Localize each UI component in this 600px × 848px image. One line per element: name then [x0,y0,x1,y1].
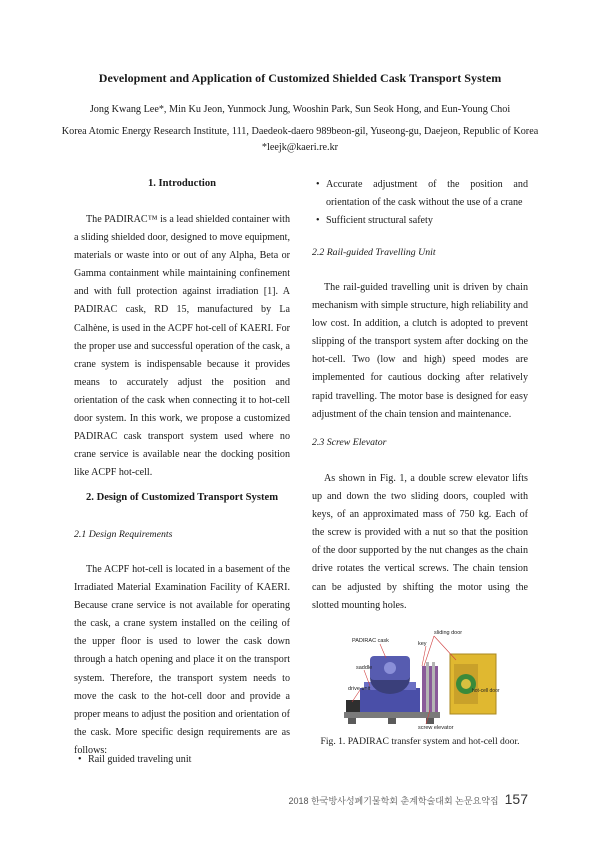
screw [426,662,429,712]
subsection-heading-rail: 2.2 Rail-guided Travelling Unit [312,247,436,258]
introduction-paragraph: The PADIRAC™ is a lead shielded container with a sliding shielded door, designed to move equipment, materials or waste into or out of any Alpha, Beta or Gamma containment while maintaining confinement and with full protection against irradiation [1]. A PADIRAC cask, RD 15, manufactured by La Calhène, is used in the ACPF hot-cell of KAERI. For the proper use and successful operation of the cask, a crane system is indispensable because it provides means to accurately adjust the position and orientation of the cask when connecting it to hot-cell door system. In this work, we propose a customized PADIRAC cask transport system used where no crane service is available near the docking position like ACPF hot-cell. [74,214,290,479]
page-footer [289,791,528,807]
label-saddle: saddle [356,665,373,671]
label-sliding-door: sliding door [434,630,463,636]
corresponding-email: *leejk@kaeri.re.kr [261,142,339,153]
requirement-item: • Rail guided traveling unit [74,751,290,769]
section-heading-introduction: 1. Introduction [147,178,217,189]
page-number: 157 [504,791,528,807]
paper-title: Development and Application of Customized Shielded Cask Transport System [98,71,502,85]
label-key: key [418,641,427,647]
wheel [348,718,356,724]
label-hot-cell-door: hot-cell door [472,688,500,694]
section-heading-design: 2. Design of Customized Transport System [85,492,279,503]
affiliation: Korea Atomic Energy Research Institute, 111, Daedeok-daero 989beon-gil, Yuseong-gu, Daejeon, Republic of Korea [61,126,539,137]
rail-base [344,712,440,718]
door-ring-inner [461,679,471,689]
rail-paragraph: The rail-guided travelling unit is driven by chain mechanism with simple structure, high reliability and low cost. In addition, a clutch is adopted to prevent slipping of the transport system after docking on the hot-cell. Two (low and high) speed modes are implemented for cautious docking after relatively rapid travelling. The motor base is designed for easy adjustment of the chain tension and maintenance. [312,282,528,420]
affiliation-block [40,124,560,156]
screw-paragraph: As shown in Fig. 1, a double screw elevator lifts up and down the two sliding doors, coupled with keys, of an approximated mass of 750 kg. Each of the screw is provided with a nut so that the position of the door supported by the nut changes as the chain drive rotates the vertical screws. The chain tension can be adjusted by shifting the motor using the slotted mounting holes. [312,473,528,611]
subsection-heading-screw: 2.3 Screw Elevator [312,437,387,448]
figure-caption: Fig. 1. PADIRAC transfer system and hot-cell door. [320,736,520,747]
author-list: Jong Kwang Lee*, Min Ku Jeon, Yunmock Jung, Wooshin Park, Sun Seok Hong, and Eun-Young Choi [89,104,511,115]
label-padirac-cask: PADIRAC cask [352,638,389,644]
requirement-item: • Accurate adjustment of the position and orientation of the cask without the use of a crane [312,176,528,212]
screw-elevator-shape [422,666,438,712]
label-screw-elevator: screw elevator [418,725,454,730]
drive-unit-shape [346,700,360,712]
cask-port [384,662,396,674]
subsection-heading-requirements: 2.1 Design Requirements [74,529,173,540]
wheel [388,718,396,724]
requirement-item: • Sufficient structural safety [312,212,528,230]
requirements-paragraph: The ACPF hot-cell is located in a basement of the Irradiated Material Examination Facility of KAERI. Because crane service is not available for operating the cask, a crane system installed on the ceiling of the upper floor is used to lower the cask down through a hatch opening and place it on the transport system. Therefore, the transport system needs to move the cask to the hot-cell door and provide a proper means to adjust the position and orientation of the cask. More specific design requirements are as follows: [74,564,290,756]
requirements-list-right [312,176,528,230]
transport-system-figure [342,626,500,730]
conference-name: 2018 한국방사성폐기물학회 춘계학술대회 논문요약집 [288,796,499,806]
requirements-list-left [74,751,290,769]
label-drive-unit: drive unit [348,686,371,692]
screw [432,662,435,712]
